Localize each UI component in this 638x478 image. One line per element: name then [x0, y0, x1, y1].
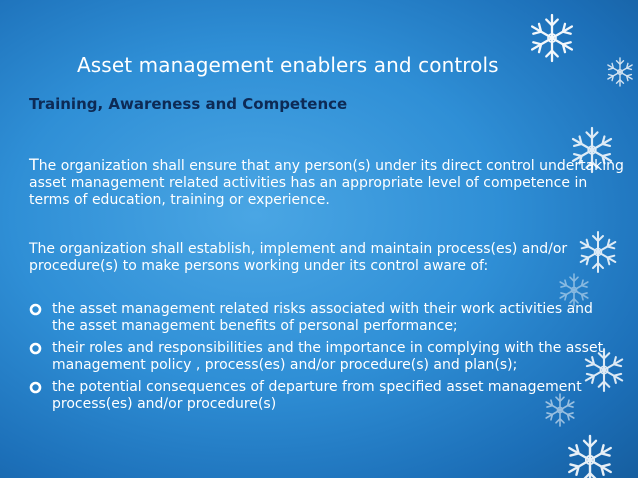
bullet-text: the potential consequences of departure from specified asset management process(es) and/or procedure(s) — [52, 379, 582, 412]
bullet-text: their roles and responsibilities and the importance in complying with the asset management policy , process(es) and/or procedure(s) and plan(s); — [52, 340, 604, 373]
list-item — [29, 301, 619, 335]
snowflake-icon — [569, 436, 611, 478]
ring-bullet-icon — [29, 303, 42, 316]
paragraph-competence — [29, 156, 629, 209]
slide-subtitle: Training, Awareness and Competence — [29, 95, 348, 113]
ring-bullet-icon — [29, 381, 42, 394]
slide-title: Asset management enablers and controls — [77, 53, 499, 77]
snowflake-icon — [532, 15, 572, 61]
list-item — [29, 340, 619, 374]
bullet-list — [29, 301, 619, 418]
paragraph-text: he organization shall ensure that any person(s) under its direct control undertaking asset management related activities has an appropriate level of competence in terms of education, training or experience. — [29, 158, 624, 208]
snowflake-icon — [608, 58, 632, 86]
paragraph-awareness: The organization shall establish, implement and maintain process(es) and/or procedure(s) to make persons working under its control aware of: — [29, 241, 568, 274]
paragraph-initial-letter: T — [29, 155, 39, 174]
list-item — [29, 379, 619, 413]
ring-bullet-icon — [29, 342, 42, 355]
bullet-text: the asset management related risks associated with their work activities and the asset management benefits of personal performance; — [52, 301, 593, 334]
